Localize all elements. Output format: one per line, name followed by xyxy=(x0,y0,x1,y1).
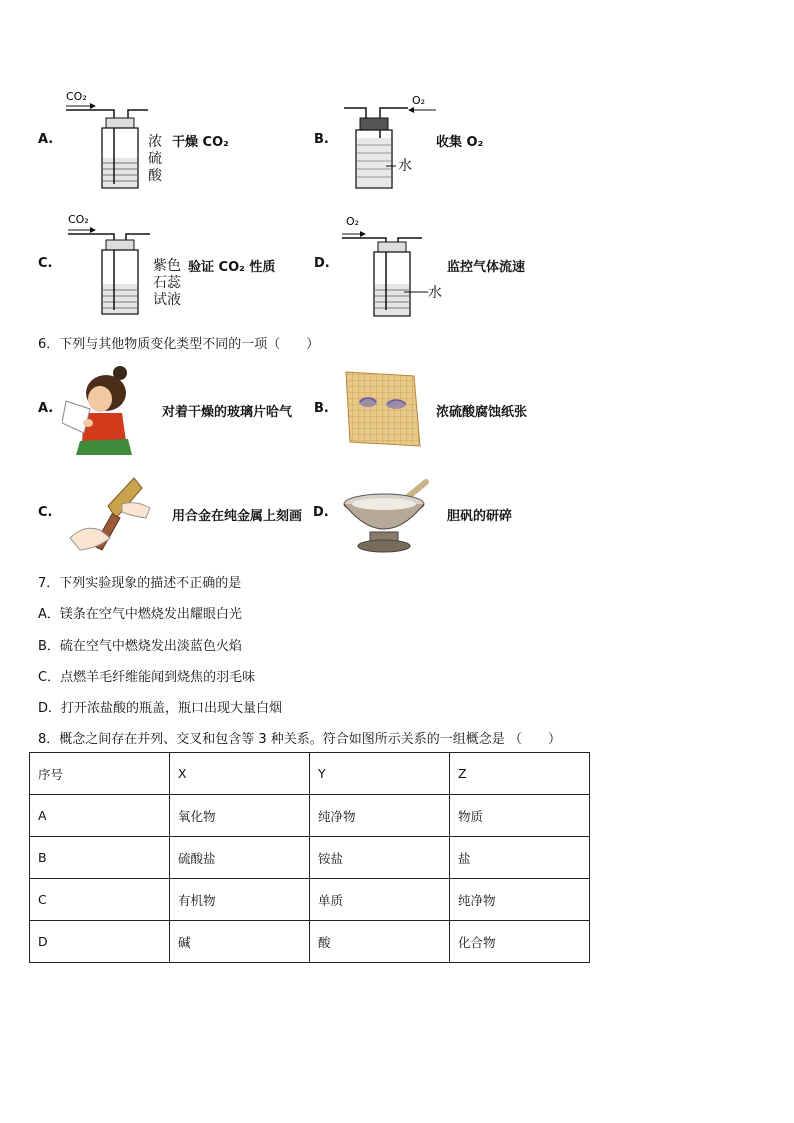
side-label-a xyxy=(148,134,162,185)
q5-option-d-letter: D. xyxy=(314,256,330,271)
table-row xyxy=(30,795,590,837)
side-label-b: 水 xyxy=(398,158,412,174)
gas-label-b: O₂ xyxy=(412,94,426,107)
q6-option-d-text: 胆矾的研碎 xyxy=(447,509,513,524)
table-header-row xyxy=(30,753,590,795)
q8-stem: 8．概念之间存在并列、交叉和包含等 3 种关系。符合如图所示关系的一组概念是 （ ） xyxy=(38,732,561,747)
gas-wash-bottle-c-diagram xyxy=(64,210,164,320)
table-cell: 纯净物 xyxy=(310,795,450,837)
side-label-a-3: 酸 xyxy=(148,168,162,184)
side-label-c-1: 紫色 xyxy=(153,258,181,274)
side-label-c-2: 石蕊 xyxy=(153,275,181,291)
concept-table xyxy=(29,752,590,963)
table-cell: D xyxy=(30,921,170,963)
alloy-scratching-metal-image xyxy=(64,474,154,552)
table-cell: 化合物 xyxy=(450,921,590,963)
q6-option-d-letter: D. xyxy=(313,505,329,520)
q7-option-d: D．打开浓盐酸的瓶盖，瓶口出现大量白烟 xyxy=(38,701,283,716)
q7-option-c: C．点燃羊毛纤维能闻到烧焦的羽毛味 xyxy=(38,670,256,685)
q7-option-b: B．硫在空气中燃烧发出淡蓝色火焰 xyxy=(38,639,242,654)
table-cell: C xyxy=(30,879,170,921)
table-cell: 铵盐 xyxy=(310,837,450,879)
table-cell: 硫酸盐 xyxy=(170,837,310,879)
table-cell: 纯净物 xyxy=(450,879,590,921)
q6-option-c-letter: C. xyxy=(38,505,53,520)
gas-flow-bottle-d-diagram xyxy=(338,210,438,320)
table-cell: 氧化物 xyxy=(170,795,310,837)
q6-option-c-text: 用合金在纯金属上刻画 xyxy=(172,509,303,524)
q6-stem: 6．下列与其他物质变化类型不同的一项（ ） xyxy=(38,337,320,352)
girl-breathing-on-glass-image xyxy=(62,363,142,457)
q5-option-c-text: 验证 CO₂ 性质 xyxy=(188,260,276,275)
gas-label-c: CO₂ xyxy=(68,213,89,226)
gas-wash-bottle-a-diagram xyxy=(62,88,162,194)
q5-option-d-text: 监控气体流速 xyxy=(447,260,526,275)
q5-option-a-text: 干燥 CO₂ xyxy=(172,135,229,150)
table-cell: A xyxy=(30,795,170,837)
table-header-cell: Z xyxy=(450,753,590,795)
table-cell: 酸 xyxy=(310,921,450,963)
q7-option-a: A．镁条在空气中燃烧发出耀眼白光 xyxy=(38,607,242,622)
gas-label-a: CO₂ xyxy=(66,90,87,103)
table-cell: 单质 xyxy=(310,879,450,921)
table-cell: B xyxy=(30,837,170,879)
gas-collection-bottle-b-diagram xyxy=(340,90,440,194)
side-label-d: 水 xyxy=(428,285,442,301)
q6-option-b-text: 浓硫酸腐蚀纸张 xyxy=(436,405,528,420)
mortar-and-pestle-image xyxy=(340,474,436,556)
table-cell: 有机物 xyxy=(170,879,310,921)
table-row xyxy=(30,921,590,963)
table-header-cell: X xyxy=(170,753,310,795)
q6-option-a-text: 对着干燥的玻璃片哈气 xyxy=(162,405,293,420)
q5-option-b-text: 收集 O₂ xyxy=(436,135,484,150)
corroded-paper-image xyxy=(340,368,424,450)
side-label-a-1: 浓 xyxy=(148,134,162,150)
q6-option-b-letter: B. xyxy=(314,401,329,416)
table-header-cell: Y xyxy=(310,753,450,795)
q6-option-a-letter: A. xyxy=(38,401,54,416)
side-label-a-2: 硫 xyxy=(148,151,162,167)
gas-label-d: O₂ xyxy=(346,215,360,228)
q7-stem: 7．下列实验现象的描述不正确的是 xyxy=(38,576,242,591)
table-cell: 碱 xyxy=(170,921,310,963)
table-cell: 物质 xyxy=(450,795,590,837)
table-cell: 盐 xyxy=(450,837,590,879)
table-row xyxy=(30,879,590,921)
q5-option-a-letter: A. xyxy=(38,132,54,147)
side-label-c xyxy=(153,258,181,309)
table-row xyxy=(30,837,590,879)
q5-option-b-letter: B. xyxy=(314,132,329,147)
side-label-c-3: 试液 xyxy=(153,292,181,308)
q5-option-c-letter: C. xyxy=(38,256,53,271)
table-header-cell: 序号 xyxy=(30,753,170,795)
